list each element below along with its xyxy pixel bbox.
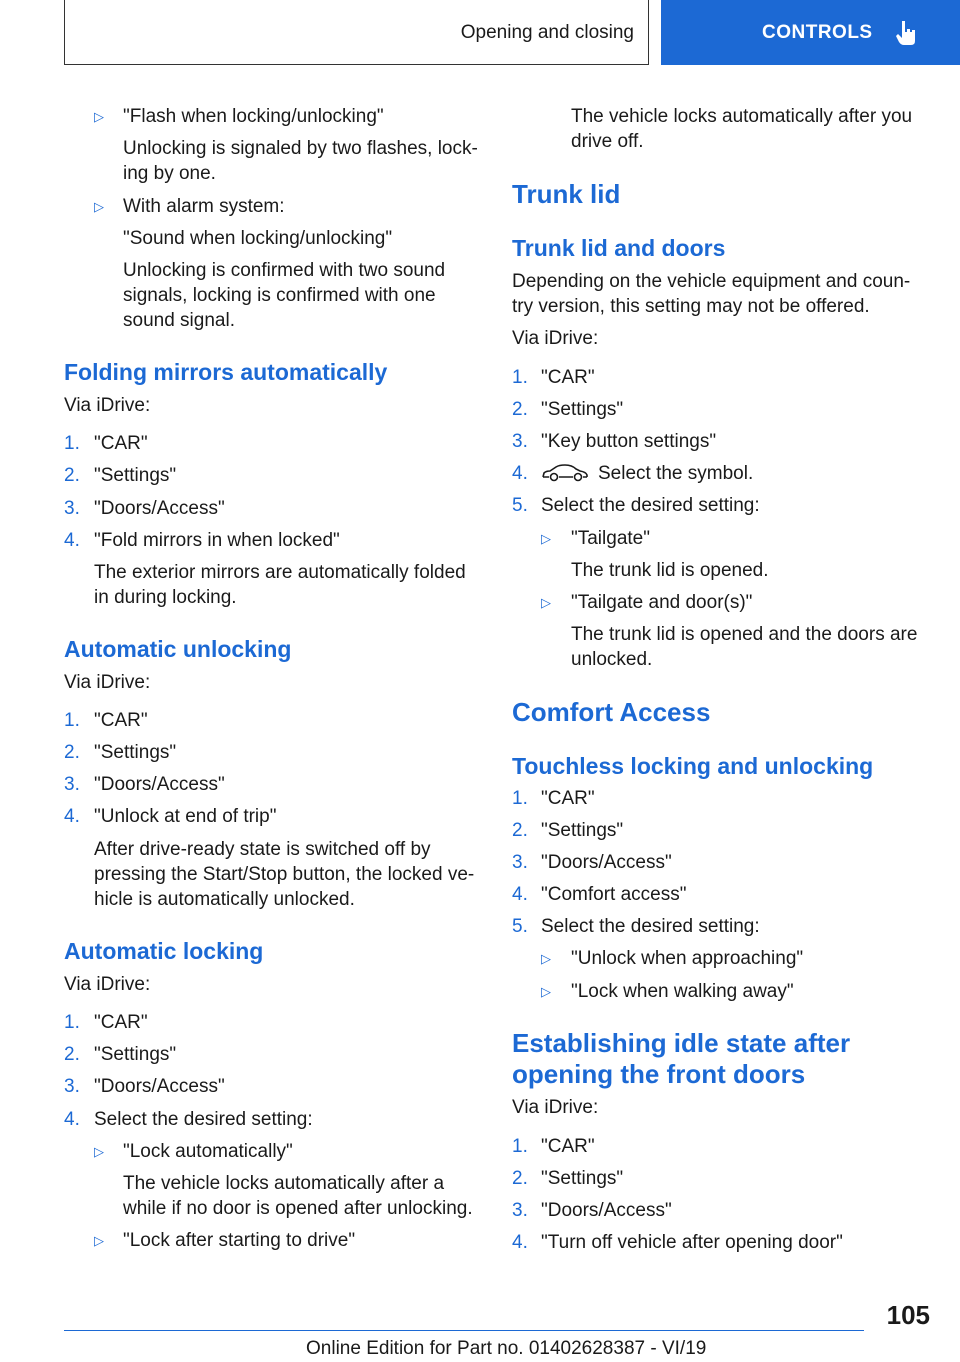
bullet-desc: Unlocking is signaled by two flashes, lock- bbox=[123, 138, 478, 159]
step-number: 4. bbox=[64, 1109, 80, 1130]
bullet-item: "Lock when walking away" bbox=[571, 981, 794, 1002]
step-desc: in during locking. bbox=[94, 587, 237, 608]
bullet-triangle-icon: ▷ bbox=[541, 984, 551, 999]
step-number: 2. bbox=[64, 465, 80, 486]
step-number: 4. bbox=[512, 884, 528, 905]
continued-desc: drive off. bbox=[571, 131, 644, 152]
step-item: "Settings" bbox=[94, 742, 177, 763]
heading-automatic-locking: Automatic locking bbox=[64, 938, 264, 964]
step-number: 2. bbox=[64, 742, 80, 763]
via-idrive: Via iDrive: bbox=[64, 395, 151, 416]
step-number: 2. bbox=[64, 1044, 80, 1065]
step-number: 1. bbox=[64, 433, 80, 454]
header-chapter-box bbox=[661, 0, 960, 65]
step-number: 1. bbox=[64, 710, 80, 731]
bullet-desc: sound signal. bbox=[123, 310, 235, 331]
step-desc: hicle is automatically unlocked. bbox=[94, 889, 355, 910]
step-item: "Turn off vehicle after opening door" bbox=[541, 1232, 843, 1253]
step-number: 2. bbox=[512, 820, 528, 841]
bullet-desc: The trunk lid is opened. bbox=[571, 560, 769, 581]
step-number: 4. bbox=[512, 463, 528, 484]
bullet-triangle-icon: ▷ bbox=[541, 595, 551, 610]
bullet-desc: The trunk lid is opened and the doors are bbox=[571, 624, 918, 645]
step-number: 3. bbox=[64, 774, 80, 795]
step-desc: pressing the Start/Stop button, the locked ve- bbox=[94, 864, 475, 885]
bullet-desc: while if no door is opened after unlocking. bbox=[123, 1198, 473, 1219]
step-number: 1. bbox=[64, 1012, 80, 1033]
step-item: "CAR" bbox=[94, 710, 148, 731]
bullet-triangle-icon: ▷ bbox=[541, 951, 551, 966]
heading-touchless: Touchless locking and unlocking bbox=[512, 753, 874, 779]
step-number: 3. bbox=[64, 498, 80, 519]
step-number: 4. bbox=[64, 806, 80, 827]
step-item: Select the desired setting: bbox=[94, 1109, 313, 1130]
bullet-item: With alarm system: bbox=[123, 196, 285, 217]
step-number: 5. bbox=[512, 916, 528, 937]
step-item: "Fold mirrors in when locked" bbox=[94, 530, 340, 551]
paragraph: try version, this setting may not be offered. bbox=[512, 296, 870, 317]
via-idrive: Via iDrive: bbox=[64, 672, 151, 693]
step-item: "Comfort access" bbox=[541, 884, 687, 905]
step-item: "Doors/Access" bbox=[541, 1200, 672, 1221]
bullet-desc: signals, locking is confirmed with one bbox=[123, 285, 436, 306]
step-item: "Settings" bbox=[94, 1044, 177, 1065]
bullet-item: "Lock automatically" bbox=[123, 1141, 293, 1162]
heading-trunk-lid: Trunk lid bbox=[512, 179, 621, 209]
heading-trunk-lid-doors: Trunk lid and doors bbox=[512, 235, 726, 261]
step-item: "CAR" bbox=[94, 1012, 148, 1033]
step-number: 2. bbox=[512, 1168, 528, 1189]
heading-idle-state-line1: Establishing idle state after bbox=[512, 1028, 851, 1058]
via-idrive: Via iDrive: bbox=[512, 1097, 599, 1118]
bullet-sub: "Sound when locking/unlocking" bbox=[123, 228, 393, 249]
bullet-triangle-icon: ▷ bbox=[541, 531, 551, 546]
step-item: "Doors/Access" bbox=[94, 498, 225, 519]
bullet-item: "Flash when locking/unlocking" bbox=[123, 106, 384, 127]
bullet-desc: Unlocking is confirmed with two sound bbox=[123, 260, 446, 281]
step-item: "Settings" bbox=[94, 465, 177, 486]
step-item: "Doors/Access" bbox=[94, 1076, 225, 1097]
step-number: 4. bbox=[64, 530, 80, 551]
step-item: "CAR" bbox=[541, 788, 595, 809]
car-symbol-icon bbox=[541, 463, 589, 483]
step-desc: After drive-ready state is switched off by bbox=[94, 839, 431, 860]
step-number: 3. bbox=[512, 1200, 528, 1221]
step-desc: The exterior mirrors are automatically folded bbox=[94, 562, 466, 583]
step-item: "Settings" bbox=[541, 820, 624, 841]
continued-desc: The vehicle locks automatically after you bbox=[571, 106, 913, 127]
step-number: 1. bbox=[512, 788, 528, 809]
bullet-item: "Tailgate" bbox=[571, 528, 650, 549]
chapter-title: CONTROLS bbox=[762, 22, 873, 43]
step-item: "Doors/Access" bbox=[541, 852, 672, 873]
step-number: 3. bbox=[512, 852, 528, 873]
via-idrive: Via iDrive: bbox=[64, 974, 151, 995]
step-item: "CAR" bbox=[541, 367, 595, 388]
bullet-triangle-icon: ▷ bbox=[94, 199, 104, 214]
step-item: "Key button settings" bbox=[541, 431, 717, 452]
heading-comfort-access: Comfort Access bbox=[512, 697, 711, 727]
step-number: 4. bbox=[512, 1232, 528, 1253]
heading-idle-state-line2: opening the front doors bbox=[512, 1059, 806, 1089]
edition-footer: Online Edition for Part no. 01402628387 - VI/19 bbox=[306, 1338, 707, 1359]
bullet-desc: ing by one. bbox=[123, 163, 216, 184]
step-item: Select the desired setting: bbox=[541, 916, 760, 937]
step-item: Select the symbol. bbox=[598, 463, 754, 484]
step-item: "Settings" bbox=[541, 399, 624, 420]
step-number: 1. bbox=[512, 1136, 528, 1157]
footer-divider bbox=[64, 1330, 864, 1331]
step-number: 3. bbox=[512, 431, 528, 452]
bullet-item: "Tailgate and door(s)" bbox=[571, 592, 753, 613]
page-number: 105 bbox=[886, 1300, 930, 1330]
via-idrive: Via iDrive: bbox=[512, 328, 599, 349]
bullet-triangle-icon: ▷ bbox=[94, 1144, 104, 1159]
step-item: Select the desired setting: bbox=[541, 495, 760, 516]
header-section-box bbox=[64, 0, 649, 65]
heading-folding-mirrors: Folding mirrors automatically bbox=[64, 359, 388, 385]
step-item: "CAR" bbox=[94, 433, 148, 454]
step-number: 5. bbox=[512, 495, 528, 516]
section-title: Opening and closing bbox=[460, 21, 634, 43]
step-number: 1. bbox=[512, 367, 528, 388]
step-item: "Doors/Access" bbox=[94, 774, 225, 795]
bullet-desc: The vehicle locks automatically after a bbox=[123, 1173, 445, 1194]
pointing-hand-icon bbox=[895, 20, 917, 46]
step-item: "Settings" bbox=[541, 1168, 624, 1189]
bullet-item: "Lock after starting to drive" bbox=[123, 1230, 356, 1251]
heading-automatic-unlocking: Automatic unlocking bbox=[64, 636, 292, 662]
paragraph: Depending on the vehicle equipment and coun- bbox=[512, 271, 911, 292]
bullet-triangle-icon: ▷ bbox=[94, 1233, 104, 1248]
step-item: "Unlock at end of trip" bbox=[94, 806, 277, 827]
bullet-desc: unlocked. bbox=[571, 649, 653, 670]
bullet-triangle-icon: ▷ bbox=[94, 109, 104, 124]
bullet-item: "Unlock when approaching" bbox=[571, 948, 804, 969]
step-number: 3. bbox=[64, 1076, 80, 1097]
step-item: "CAR" bbox=[541, 1136, 595, 1157]
step-number: 2. bbox=[512, 399, 528, 420]
